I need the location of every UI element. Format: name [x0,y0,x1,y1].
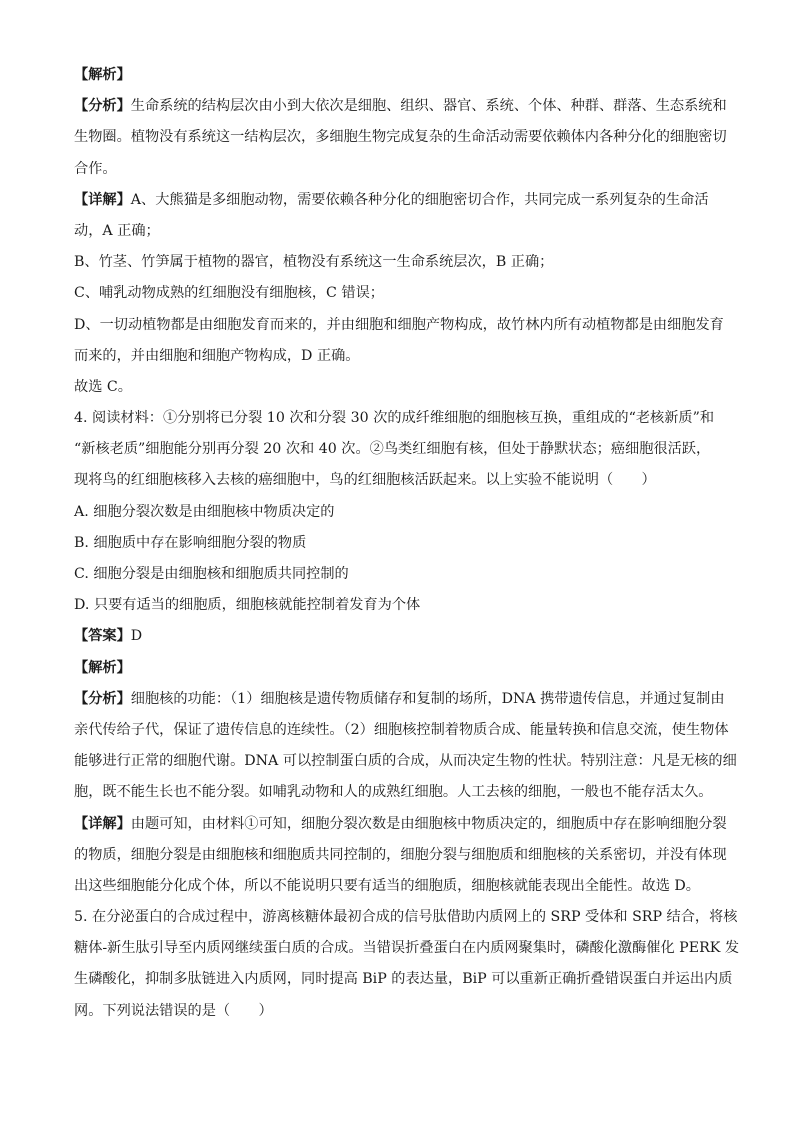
q3-xiangjie-label: 【详解】 [74,191,131,208]
q4-answer-value: D [130,628,143,645]
q4-stem-line-1: 4. 阅读材料：①分别将已分裂 10 次和分裂 30 次的成纤维细胞的细胞核互换，重组成的“老核新质”和 [74,410,715,426]
q5-stem-line-3: 生磷酸化，抑制多肽链进入内质网，同时提高 BiP 的表达量，BiP 可以重新正确折叠错误蛋白并运出内质 [74,971,733,988]
q4-stem-line-3: 现将鸟的红细胞核移入去核的癌细胞中，鸟的红细胞核活跃起来。以上实验不能说明（ ） [74,472,656,489]
q3-jiexi-label: 【解析】 [74,67,131,83]
q4-xiangjie-line-1: 【详解】由题可知，由材料①可知，细胞分裂次数是由细胞核中物质决定的，细胞质中存在影响细胞分裂 [74,815,727,832]
q4-stem-line-2: “新核老质”细胞能分别再分裂 20 次和 40 次。②鸟类红细胞有核，但处于静默状态；癌细胞很活跃， [74,441,711,458]
q5-stem-line-4: 网。下列说法错误的是（ ） [74,1002,273,1019]
q3-fenxi-line-1: 【分析】生命系统的结构层次由小到大依次是细胞、组织、器官、系统、个体、种群、群落、生态系统和 [74,98,727,115]
q3-conclusion: 故选 C。 [74,379,132,396]
q4-xiangjie-line-2: 的物质，细胞分裂是由细胞核和细胞质共同控制的，细胞分裂与细胞质和细胞核的关系密切，并没有体现 [74,846,727,863]
q4-fenxi-line-1: 【分析】细胞核的功能：（1）细胞核是遗传物质储存和复制的场所，DNA 携带遗传信息，并通过复制由 [74,690,725,707]
q4-xiangjie-label: 【详解】 [74,815,131,832]
q5-section [74,902,740,1027]
q4-option-a: A. 细胞分裂次数是由细胞核中物质决定的 [74,503,335,520]
q4-jiexi-label: 【解析】 [74,659,131,676]
q4-fenxi-line-2: 亲代传给子代，保证了遗传信息的连续性。（2）细胞核控制着物质合成、能量转换和信息交流，使生物体 [74,722,729,739]
q3-xiangjie-line-2: 动，A 正确； [74,223,160,240]
q3-xiangjie-line-6: 而来的，并由细胞和细胞产物构成，D 正确。 [74,347,360,364]
q3-fenxi-label: 【分析】 [74,98,131,115]
q5-stem-line-1: 5. 在分泌蛋白的合成过程中，游离核糖体最初合成的信号肽借助内质网上的 SRP 受体和 SRP 结合，将核 [74,909,738,925]
q4-option-b: B. 细胞质中存在影响细胞分裂的物质 [74,534,307,551]
q5-stem-line-2: 糖体-新生肽引导至内质网继续蛋白质的合成。当错误折叠蛋白在内质网聚集时，磷酸化激酶催化 PERK 发 [74,940,740,957]
q4-fenxi-line-4: 胞，既不能生长也不能分裂。如哺乳动物和人的成熟红细胞。人工去核的细胞，一般也不能存活太久。 [74,784,713,801]
q4-option-d: D. 只要有适当的细胞质，细胞核就能控制着发育为个体 [74,597,421,614]
q3-xiangjie-line-1: 【详解】A、大熊猫是多细胞动物，需要依赖各种分化的细胞密切合作，共同完成一系列复杂的生命活 [74,191,709,208]
q4-answer [74,621,724,652]
q4-section [74,403,737,902]
q4-daan-label: 【答案】 [74,628,131,645]
q3-xiangjie-line-5: D、一切动植物都是由细胞发育而来的，并由细胞和细胞产物构成，故竹林内所有动植物都是由细胞发育 [74,316,724,333]
q3-xiangjie-line-3: B、竹茎、竹笋属于植物的器官，植物没有系统这一生命系统层次，B 正确； [74,254,554,271]
q4-fenxi-line-3: 能够进行正常的细胞代谢。DNA 可以控制蛋白质的合成，从而决定生物的性状。特别注意：凡是无核的细 [74,753,737,770]
q4-fenxi-label: 【分析】 [74,690,131,707]
q3-analysis-section [74,60,727,403]
q4-option-c: C. 细胞分裂是由细胞核和细胞质共同控制的 [74,566,349,583]
q3-fenxi-line-2: 生物圈。植物没有系统这一结构层次，多细胞生物完成复杂的生命活动需要依赖体内各种分化的细胞密切 [74,129,727,146]
q3-xiangjie-line-4: C、哺乳动物成熟的红细胞没有细胞核，C 错误； [74,285,384,302]
q4-xiangjie-line-3: 出这些细胞能分化成个体，所以不能说明只要有适当的细胞质，细胞核就能表现出全能性。故选 D。 [74,878,700,895]
q3-fenxi-line-3: 合作。 [74,160,117,177]
